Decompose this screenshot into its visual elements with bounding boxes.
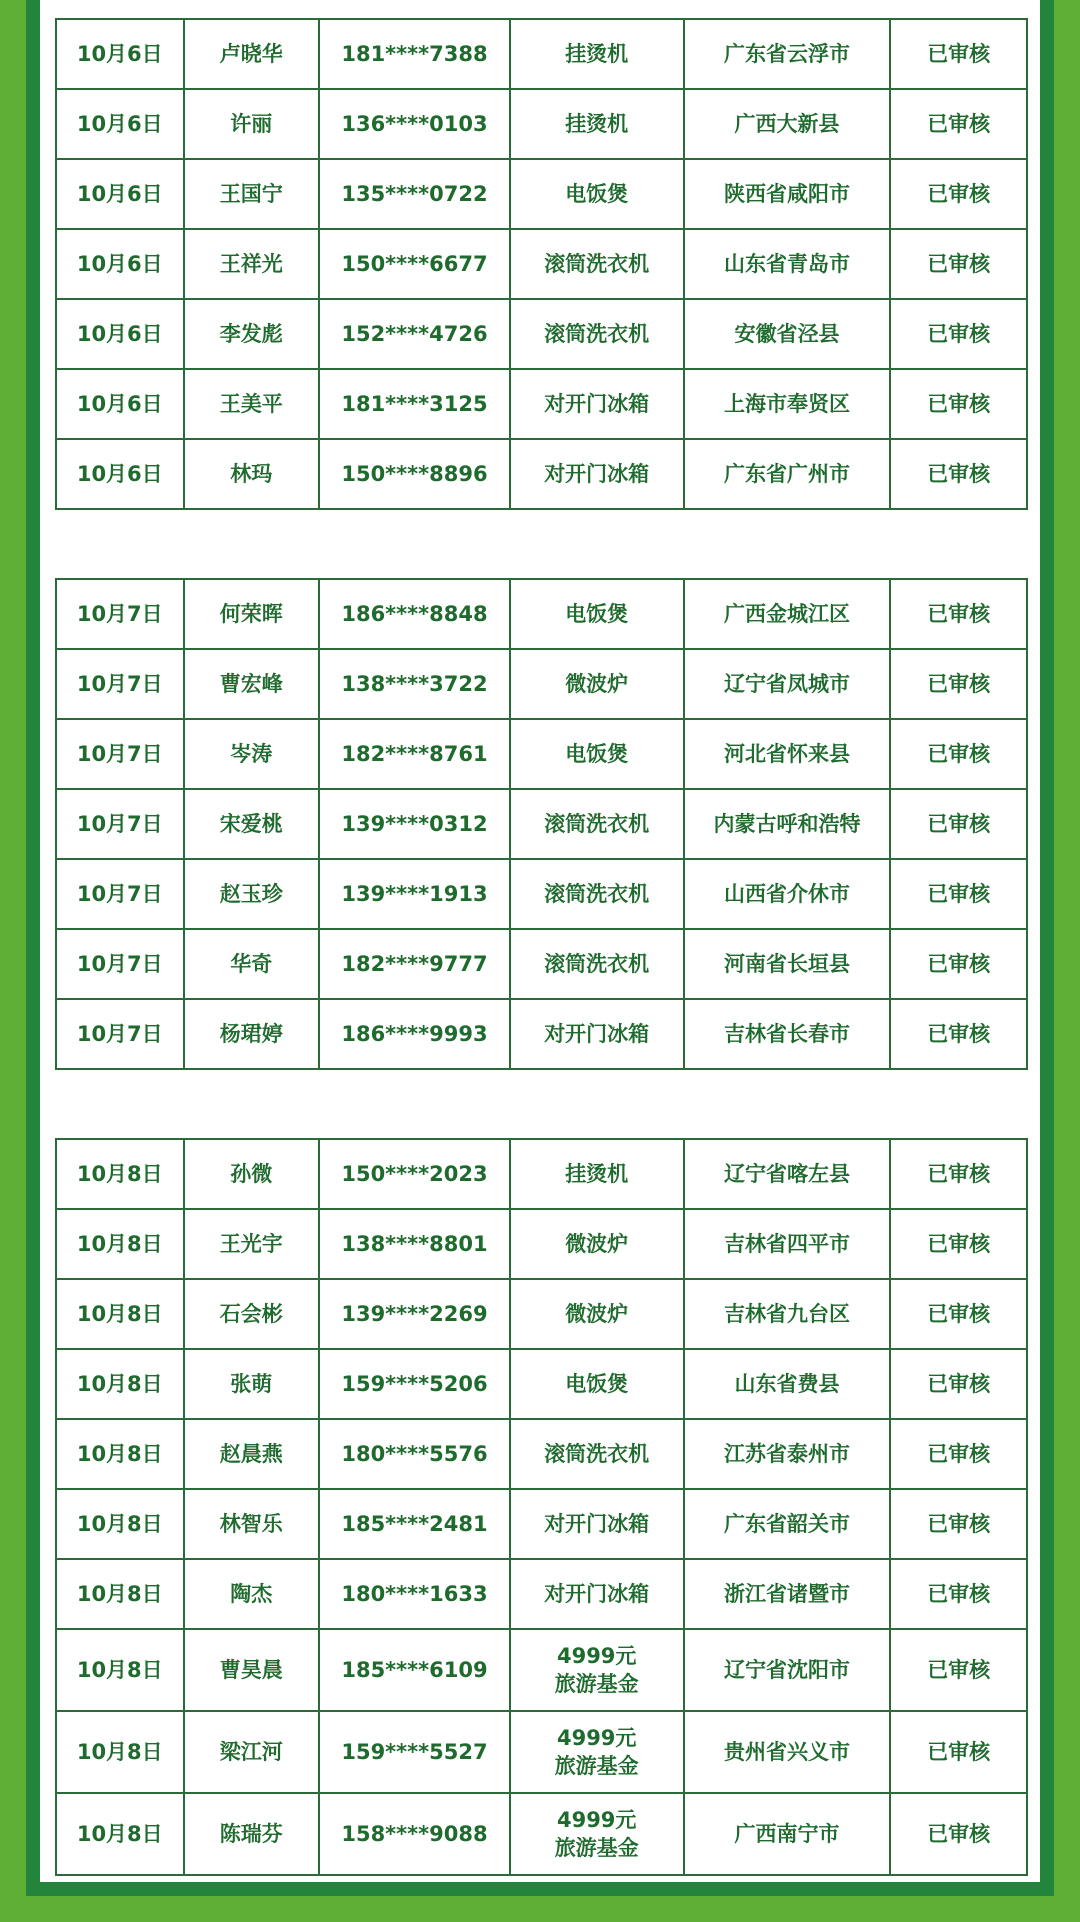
prize-cell: 挂烫机	[510, 19, 684, 89]
table-row	[56, 1559, 1027, 1629]
name-cell: 林智乐	[184, 1489, 320, 1559]
region-cell: 河南省长垣县	[684, 929, 891, 999]
phone-cell: 139****2269	[319, 1279, 510, 1349]
region-cell: 广西南宁市	[684, 1793, 891, 1875]
date-cell: 10月6日	[56, 19, 184, 89]
status-badge: 已审核	[890, 369, 1027, 439]
name-cell: 华奇	[184, 929, 320, 999]
table-row	[56, 1489, 1027, 1559]
region-cell: 广西大新县	[684, 89, 891, 159]
prize-cell: 微波炉	[510, 1279, 684, 1349]
table-row	[56, 1349, 1027, 1419]
prize-cell: 对开门冰箱	[510, 439, 684, 509]
status-badge: 已审核	[890, 649, 1027, 719]
table-row	[56, 439, 1027, 509]
phone-cell: 186****8848	[319, 579, 510, 649]
table-row	[56, 859, 1027, 929]
region-cell: 江苏省泰州市	[684, 1419, 891, 1489]
region-cell: 吉林省四平市	[684, 1209, 891, 1279]
date-cell: 10月6日	[56, 159, 184, 229]
table-row	[56, 719, 1027, 789]
phone-cell: 150****2023	[319, 1139, 510, 1209]
status-badge: 已审核	[890, 579, 1027, 649]
date-cell: 10月8日	[56, 1209, 184, 1279]
status-badge: 已审核	[890, 719, 1027, 789]
name-cell: 赵晨燕	[184, 1419, 320, 1489]
table-row	[56, 1279, 1027, 1349]
date-cell: 10月8日	[56, 1559, 184, 1629]
frame-border-left	[26, 0, 40, 1896]
table-row	[56, 89, 1027, 159]
date-cell: 10月7日	[56, 789, 184, 859]
table-row	[56, 1139, 1027, 1209]
region-cell: 山东省费县	[684, 1349, 891, 1419]
status-badge: 已审核	[890, 1209, 1027, 1279]
prize-cell: 对开门冰箱	[510, 1489, 684, 1559]
date-cell: 10月8日	[56, 1139, 184, 1209]
phone-cell: 135****0722	[319, 159, 510, 229]
status-badge: 已审核	[890, 789, 1027, 859]
prize-cell: 滚筒洗衣机	[510, 1419, 684, 1489]
phone-cell: 138****8801	[319, 1209, 510, 1279]
status-badge: 已审核	[890, 999, 1027, 1069]
prize-cell: 对开门冰箱	[510, 369, 684, 439]
status-badge: 已审核	[890, 1793, 1027, 1875]
date-cell: 10月6日	[56, 369, 184, 439]
phone-cell: 181****3125	[319, 369, 510, 439]
name-cell: 孙微	[184, 1139, 320, 1209]
phone-cell: 139****1913	[319, 859, 510, 929]
date-cell: 10月6日	[56, 89, 184, 159]
phone-cell: 150****6677	[319, 229, 510, 299]
table-row	[56, 929, 1027, 999]
status-badge: 已审核	[890, 1139, 1027, 1209]
date-cell: 10月6日	[56, 299, 184, 369]
name-cell: 曹昊晨	[184, 1629, 320, 1711]
region-cell: 辽宁省沈阳市	[684, 1629, 891, 1711]
prize-cell: 挂烫机	[510, 89, 684, 159]
phone-cell: 158****9088	[319, 1793, 510, 1875]
status-badge: 已审核	[890, 1559, 1027, 1629]
status-badge: 已审核	[890, 1629, 1027, 1711]
date-cell: 10月8日	[56, 1629, 184, 1711]
prize-cell: 对开门冰箱	[510, 999, 684, 1069]
table-row	[56, 229, 1027, 299]
status-badge: 已审核	[890, 159, 1027, 229]
region-cell: 广东省广州市	[684, 439, 891, 509]
table-row	[56, 1793, 1027, 1875]
prize-cell: 滚筒洗衣机	[510, 789, 684, 859]
prize-cell: 滚筒洗衣机	[510, 229, 684, 299]
name-cell: 赵玉珍	[184, 859, 320, 929]
region-cell: 广东省云浮市	[684, 19, 891, 89]
name-cell: 梁江河	[184, 1711, 320, 1793]
phone-cell: 138****3722	[319, 649, 510, 719]
prize-cell: 4999元 旅游基金	[510, 1711, 684, 1793]
phone-cell: 182****9777	[319, 929, 510, 999]
table-row	[56, 999, 1027, 1069]
table-row	[56, 1629, 1027, 1711]
phone-cell: 180****1633	[319, 1559, 510, 1629]
prize-cell: 微波炉	[510, 649, 684, 719]
prize-cell: 挂烫机	[510, 1139, 684, 1209]
region-cell: 吉林省长春市	[684, 999, 891, 1069]
prize-cell: 电饭煲	[510, 719, 684, 789]
date-cell: 10月8日	[56, 1489, 184, 1559]
name-cell: 宋爱桃	[184, 789, 320, 859]
region-cell: 上海市奉贤区	[684, 369, 891, 439]
region-cell: 内蒙古呼和浩特	[684, 789, 891, 859]
region-cell: 山东省青岛市	[684, 229, 891, 299]
table-row	[56, 789, 1027, 859]
phone-cell: 186****9993	[319, 999, 510, 1069]
name-cell: 岑涛	[184, 719, 320, 789]
name-cell: 陈瑞芬	[184, 1793, 320, 1875]
date-cell: 10月7日	[56, 719, 184, 789]
table-row	[56, 579, 1027, 649]
phone-cell: 152****4726	[319, 299, 510, 369]
frame-border-right	[1040, 0, 1054, 1896]
prize-cell: 电饭煲	[510, 1349, 684, 1419]
name-cell: 王光宇	[184, 1209, 320, 1279]
name-cell: 李发彪	[184, 299, 320, 369]
name-cell: 林玛	[184, 439, 320, 509]
region-cell: 辽宁省喀左县	[684, 1139, 891, 1209]
date-cell: 10月7日	[56, 579, 184, 649]
name-cell: 王国宁	[184, 159, 320, 229]
region-cell: 广东省韶关市	[684, 1489, 891, 1559]
date-cell: 10月7日	[56, 929, 184, 999]
name-cell: 何荣晖	[184, 579, 320, 649]
date-cell: 10月8日	[56, 1711, 184, 1793]
status-badge: 已审核	[890, 1349, 1027, 1419]
table-row	[56, 299, 1027, 369]
region-cell: 浙江省诸暨市	[684, 1559, 891, 1629]
phone-cell: 182****8761	[319, 719, 510, 789]
status-badge: 已审核	[890, 1279, 1027, 1349]
name-cell: 张萌	[184, 1349, 320, 1419]
date-cell: 10月8日	[56, 1279, 184, 1349]
name-cell: 许丽	[184, 89, 320, 159]
name-cell: 杨珺婷	[184, 999, 320, 1069]
name-cell: 陶杰	[184, 1559, 320, 1629]
date-cell: 10月6日	[56, 229, 184, 299]
region-cell: 河北省怀来县	[684, 719, 891, 789]
name-cell: 王美平	[184, 369, 320, 439]
phone-cell: 139****0312	[319, 789, 510, 859]
status-badge: 已审核	[890, 89, 1027, 159]
status-badge: 已审核	[890, 229, 1027, 299]
region-cell: 辽宁省凤城市	[684, 649, 891, 719]
winners-table-oct-7	[55, 578, 1028, 1070]
prize-cell: 电饭煲	[510, 579, 684, 649]
date-cell: 10月7日	[56, 999, 184, 1069]
phone-cell: 150****8896	[319, 439, 510, 509]
status-badge: 已审核	[890, 439, 1027, 509]
region-cell: 安徽省泾县	[684, 299, 891, 369]
phone-cell: 181****7388	[319, 19, 510, 89]
region-cell: 广西金城江区	[684, 579, 891, 649]
region-cell: 贵州省兴义市	[684, 1711, 891, 1793]
status-badge: 已审核	[890, 19, 1027, 89]
prize-cell: 4999元 旅游基金	[510, 1629, 684, 1711]
table-row	[56, 1419, 1027, 1489]
prize-cell: 滚筒洗衣机	[510, 929, 684, 999]
table-row	[56, 159, 1027, 229]
prize-cell: 电饭煲	[510, 159, 684, 229]
prize-cell: 微波炉	[510, 1209, 684, 1279]
name-cell: 卢晓华	[184, 19, 320, 89]
table-row	[56, 369, 1027, 439]
prize-cell: 滚筒洗衣机	[510, 299, 684, 369]
phone-cell: 185****6109	[319, 1629, 510, 1711]
date-cell: 10月8日	[56, 1793, 184, 1875]
status-badge: 已审核	[890, 1419, 1027, 1489]
winners-table-oct-6	[55, 18, 1028, 510]
status-badge: 已审核	[890, 1711, 1027, 1793]
status-badge: 已审核	[890, 859, 1027, 929]
table-row	[56, 19, 1027, 89]
status-badge: 已审核	[890, 299, 1027, 369]
table-row	[56, 1711, 1027, 1793]
frame-border-bottom	[26, 1882, 1054, 1896]
region-cell: 陕西省咸阳市	[684, 159, 891, 229]
name-cell: 石会彬	[184, 1279, 320, 1349]
name-cell: 曹宏峰	[184, 649, 320, 719]
winners-table-oct-8	[55, 1138, 1028, 1876]
status-badge: 已审核	[890, 929, 1027, 999]
region-cell: 山西省介休市	[684, 859, 891, 929]
status-badge: 已审核	[890, 1489, 1027, 1559]
date-cell: 10月6日	[56, 439, 184, 509]
date-cell: 10月7日	[56, 649, 184, 719]
phone-cell: 159****5527	[319, 1711, 510, 1793]
phone-cell: 185****2481	[319, 1489, 510, 1559]
date-cell: 10月7日	[56, 859, 184, 929]
table-row	[56, 649, 1027, 719]
name-cell: 王祥光	[184, 229, 320, 299]
prize-cell: 滚筒洗衣机	[510, 859, 684, 929]
region-cell: 吉林省九台区	[684, 1279, 891, 1349]
date-cell: 10月8日	[56, 1419, 184, 1489]
prize-cell: 4999元 旅游基金	[510, 1793, 684, 1875]
phone-cell: 180****5576	[319, 1419, 510, 1489]
table-row	[56, 1209, 1027, 1279]
prize-cell: 对开门冰箱	[510, 1559, 684, 1629]
date-cell: 10月8日	[56, 1349, 184, 1419]
phone-cell: 136****0103	[319, 89, 510, 159]
phone-cell: 159****5206	[319, 1349, 510, 1419]
